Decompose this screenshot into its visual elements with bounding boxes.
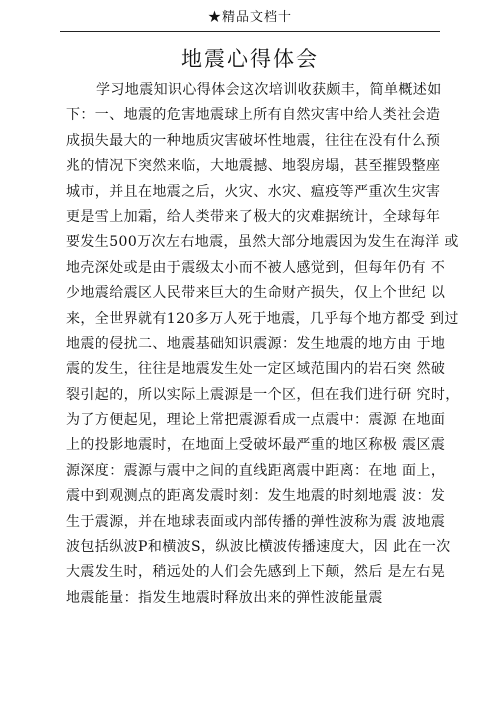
body-line: 少地震给震区人民带来巨大的生命财产损失，仅上个世纪 以 <box>66 285 446 302</box>
body-line: 城市，并且在地震之后，火灾、水灾、瘟疫等严重次生灾害 <box>66 183 441 200</box>
header-divider <box>60 31 440 32</box>
document-title: 地震心得体会 <box>181 47 319 71</box>
body-line: 地震的侵扰二、地震基础知识震源：发生地震的地方由 于地 <box>66 335 446 352</box>
body-line: 兆的情况下突然来临，大地震撼、地裂房塌，甚至摧毁整座 <box>66 158 441 175</box>
body-line: 震的发生，往往是地震发生处一定区域范围内的岩石突 然破 <box>66 361 446 378</box>
body-line: 源深度：震源与震中之间的直线距离震中距离：在地 面上， <box>66 462 446 479</box>
body-line: 更是雪上加霜，给人类带来了极大的灾难据统计，全球每年 <box>66 208 441 225</box>
body-line: 生于震源，并在地球表面或内部传播的弹性波称为震 波地震 <box>66 513 446 530</box>
body-line: 震中到观测点的距离发震时刻：发生地震的时刻地震 波：发 <box>66 488 446 505</box>
body-line: 波包括纵波P和横波S，纵波比横波传播速度大，因 此在一次 <box>66 539 451 556</box>
body-line: 裂引起的，所以实际上震源是一个区，但在我们进行研 究时， <box>66 386 460 403</box>
body-line: 下：一、地震的危害地震球上所有自然灾害中给人类社会造 <box>66 107 441 124</box>
body-line: 地震能量：指发生地震时释放出来的弹性波能量震 <box>66 589 383 606</box>
body-line: 成损失最大的一种地质灾害破坏性地震，往往在没有什么预 <box>66 132 441 149</box>
body-line: 上的投影地震时，在地面上受破坏最严重的地区称极 震区震 <box>66 437 446 454</box>
document-body <box>66 78 460 611</box>
body-line: 学习地震知识心得体会这次培训收获颇丰，简单概述如 <box>96 82 442 98</box>
page-header: ★精品文档十 <box>207 10 292 25</box>
body-line: 地壳深处或是由于震级太小而不被人感觉到，但每年仍有 不 <box>66 259 446 276</box>
body-line: 来，全世界就有120多万人死于地震，几乎每个地方都受 到过 <box>66 310 459 327</box>
body-line: 大震发生时，稍远处的人们会先感到上下颠，然后 是左右晃 <box>66 564 446 581</box>
body-line: 要发生500万次左右地震，虽然大部分地震因为发生在海洋 或 <box>66 234 459 251</box>
body-line: 为了方便起见，理论上常把震源看成一点震中：震源 在地面 <box>66 412 446 429</box>
